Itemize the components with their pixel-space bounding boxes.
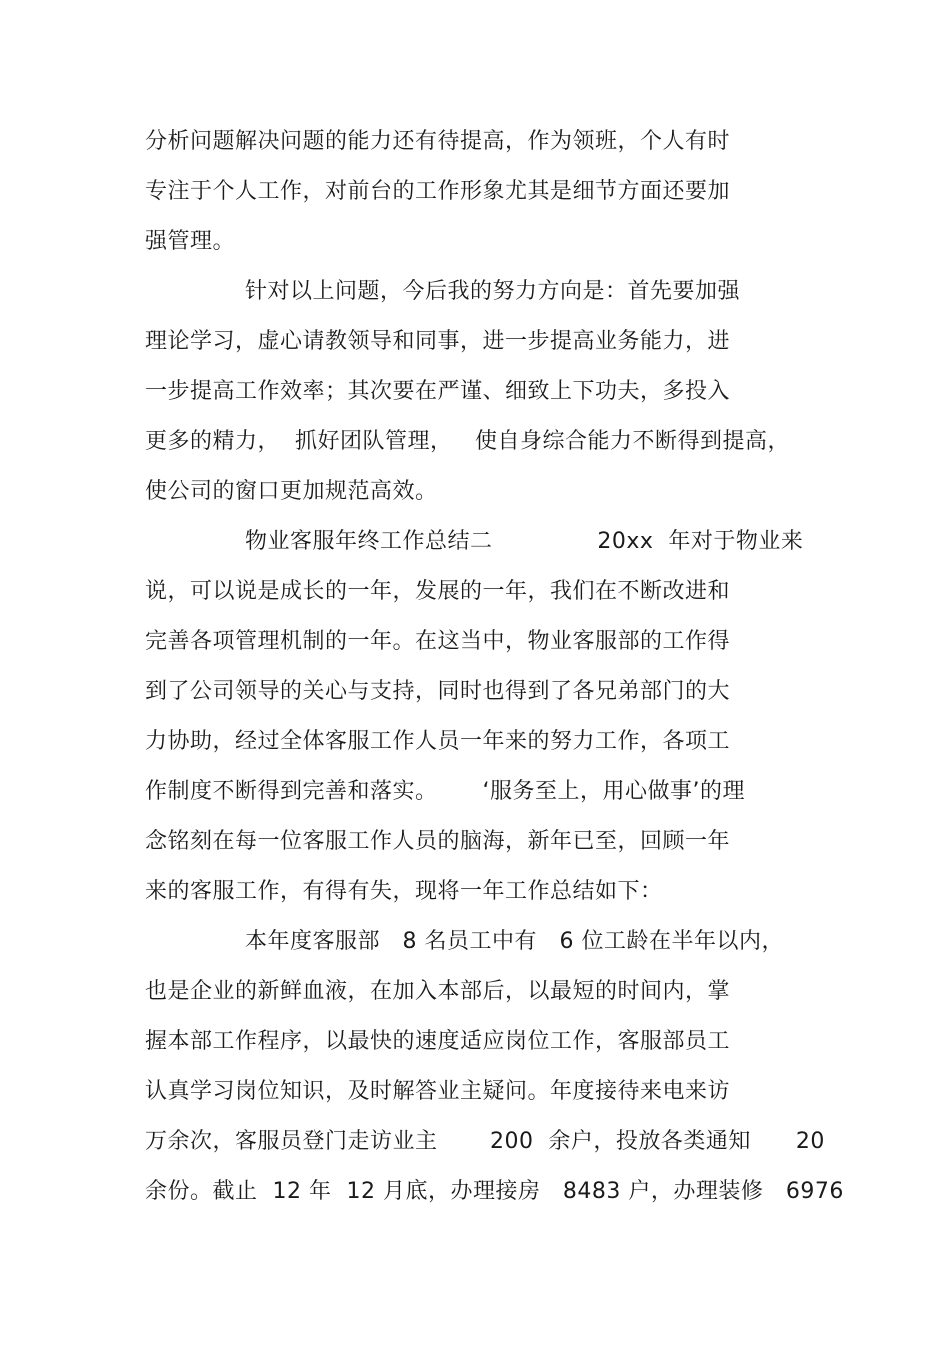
- text-line: 完善各项管理机制的一年。在这当中，物业客服部的工作得: [145, 629, 731, 654]
- text-line: 也是企业的新鲜血液，在加入本部后，以最短的时间内，掌: [145, 979, 731, 1004]
- text-line: 到了公司领导的关心与支持，同时也得到了各兄弟部门的大: [145, 679, 731, 704]
- text-line: 万余次，客服员登门走访业主 200 余户，投放各类通知 20: [145, 1129, 825, 1154]
- text-line: 念铭刻在每一位客服工作人员的脑海，新年已至，回顾一年: [145, 829, 731, 854]
- text-line: 理论学习，虚心请教领导和同事，进一步提高业务能力，进: [145, 329, 731, 354]
- text-line: 分析问题解决问题的能力还有待提高，作为领班，个人有时: [145, 129, 731, 154]
- text-line: 一步提高工作效率；其次要在严谨、细致上下功夫，多投入: [145, 379, 731, 404]
- text-line: 专注于个人工作，对前台的工作形象尤其是细节方面还要加: [145, 179, 731, 204]
- text-line: 认真学习岗位知识，及时解答业主疑问。年度接待来电来访: [145, 1079, 731, 1104]
- paragraph-start-line: 针对以上问题，今后我的努力方向是：首先要加强: [245, 279, 741, 304]
- text-line: 余份。截止 12 年 12 月底，办理接房 8483 户，办理装修 6976: [145, 1179, 844, 1204]
- text-line: 使公司的窗口更加规范高效。: [145, 479, 438, 504]
- text-line: 力协助，经过全体客服工作人员一年来的努力工作，各项工: [145, 729, 731, 754]
- text-line: 说，可以说是成长的一年，发展的一年，我们在不断改进和: [145, 579, 731, 604]
- text-line: 更多的精力， 抓好团队管理， 使自身综合能力不断得到提高，: [145, 429, 790, 454]
- text-line: 强管理。: [145, 229, 236, 254]
- section-heading-line: 物业客服年终工作总结二 20xx 年对于物业来: [245, 529, 804, 554]
- text-line: 来的客服工作，有得有失，现将一年工作总结如下：: [145, 879, 663, 904]
- text-line: 握本部工作程序，以最快的速度适应岗位工作，客服部员工: [145, 1029, 731, 1054]
- paragraph-start-line: 本年度客服部 8 名员工中有 6 位工龄在半年以内，: [245, 929, 784, 954]
- text-line: 作制度不断得到完善和落实。 ‘服务至上，用心做事’的理: [145, 779, 745, 804]
